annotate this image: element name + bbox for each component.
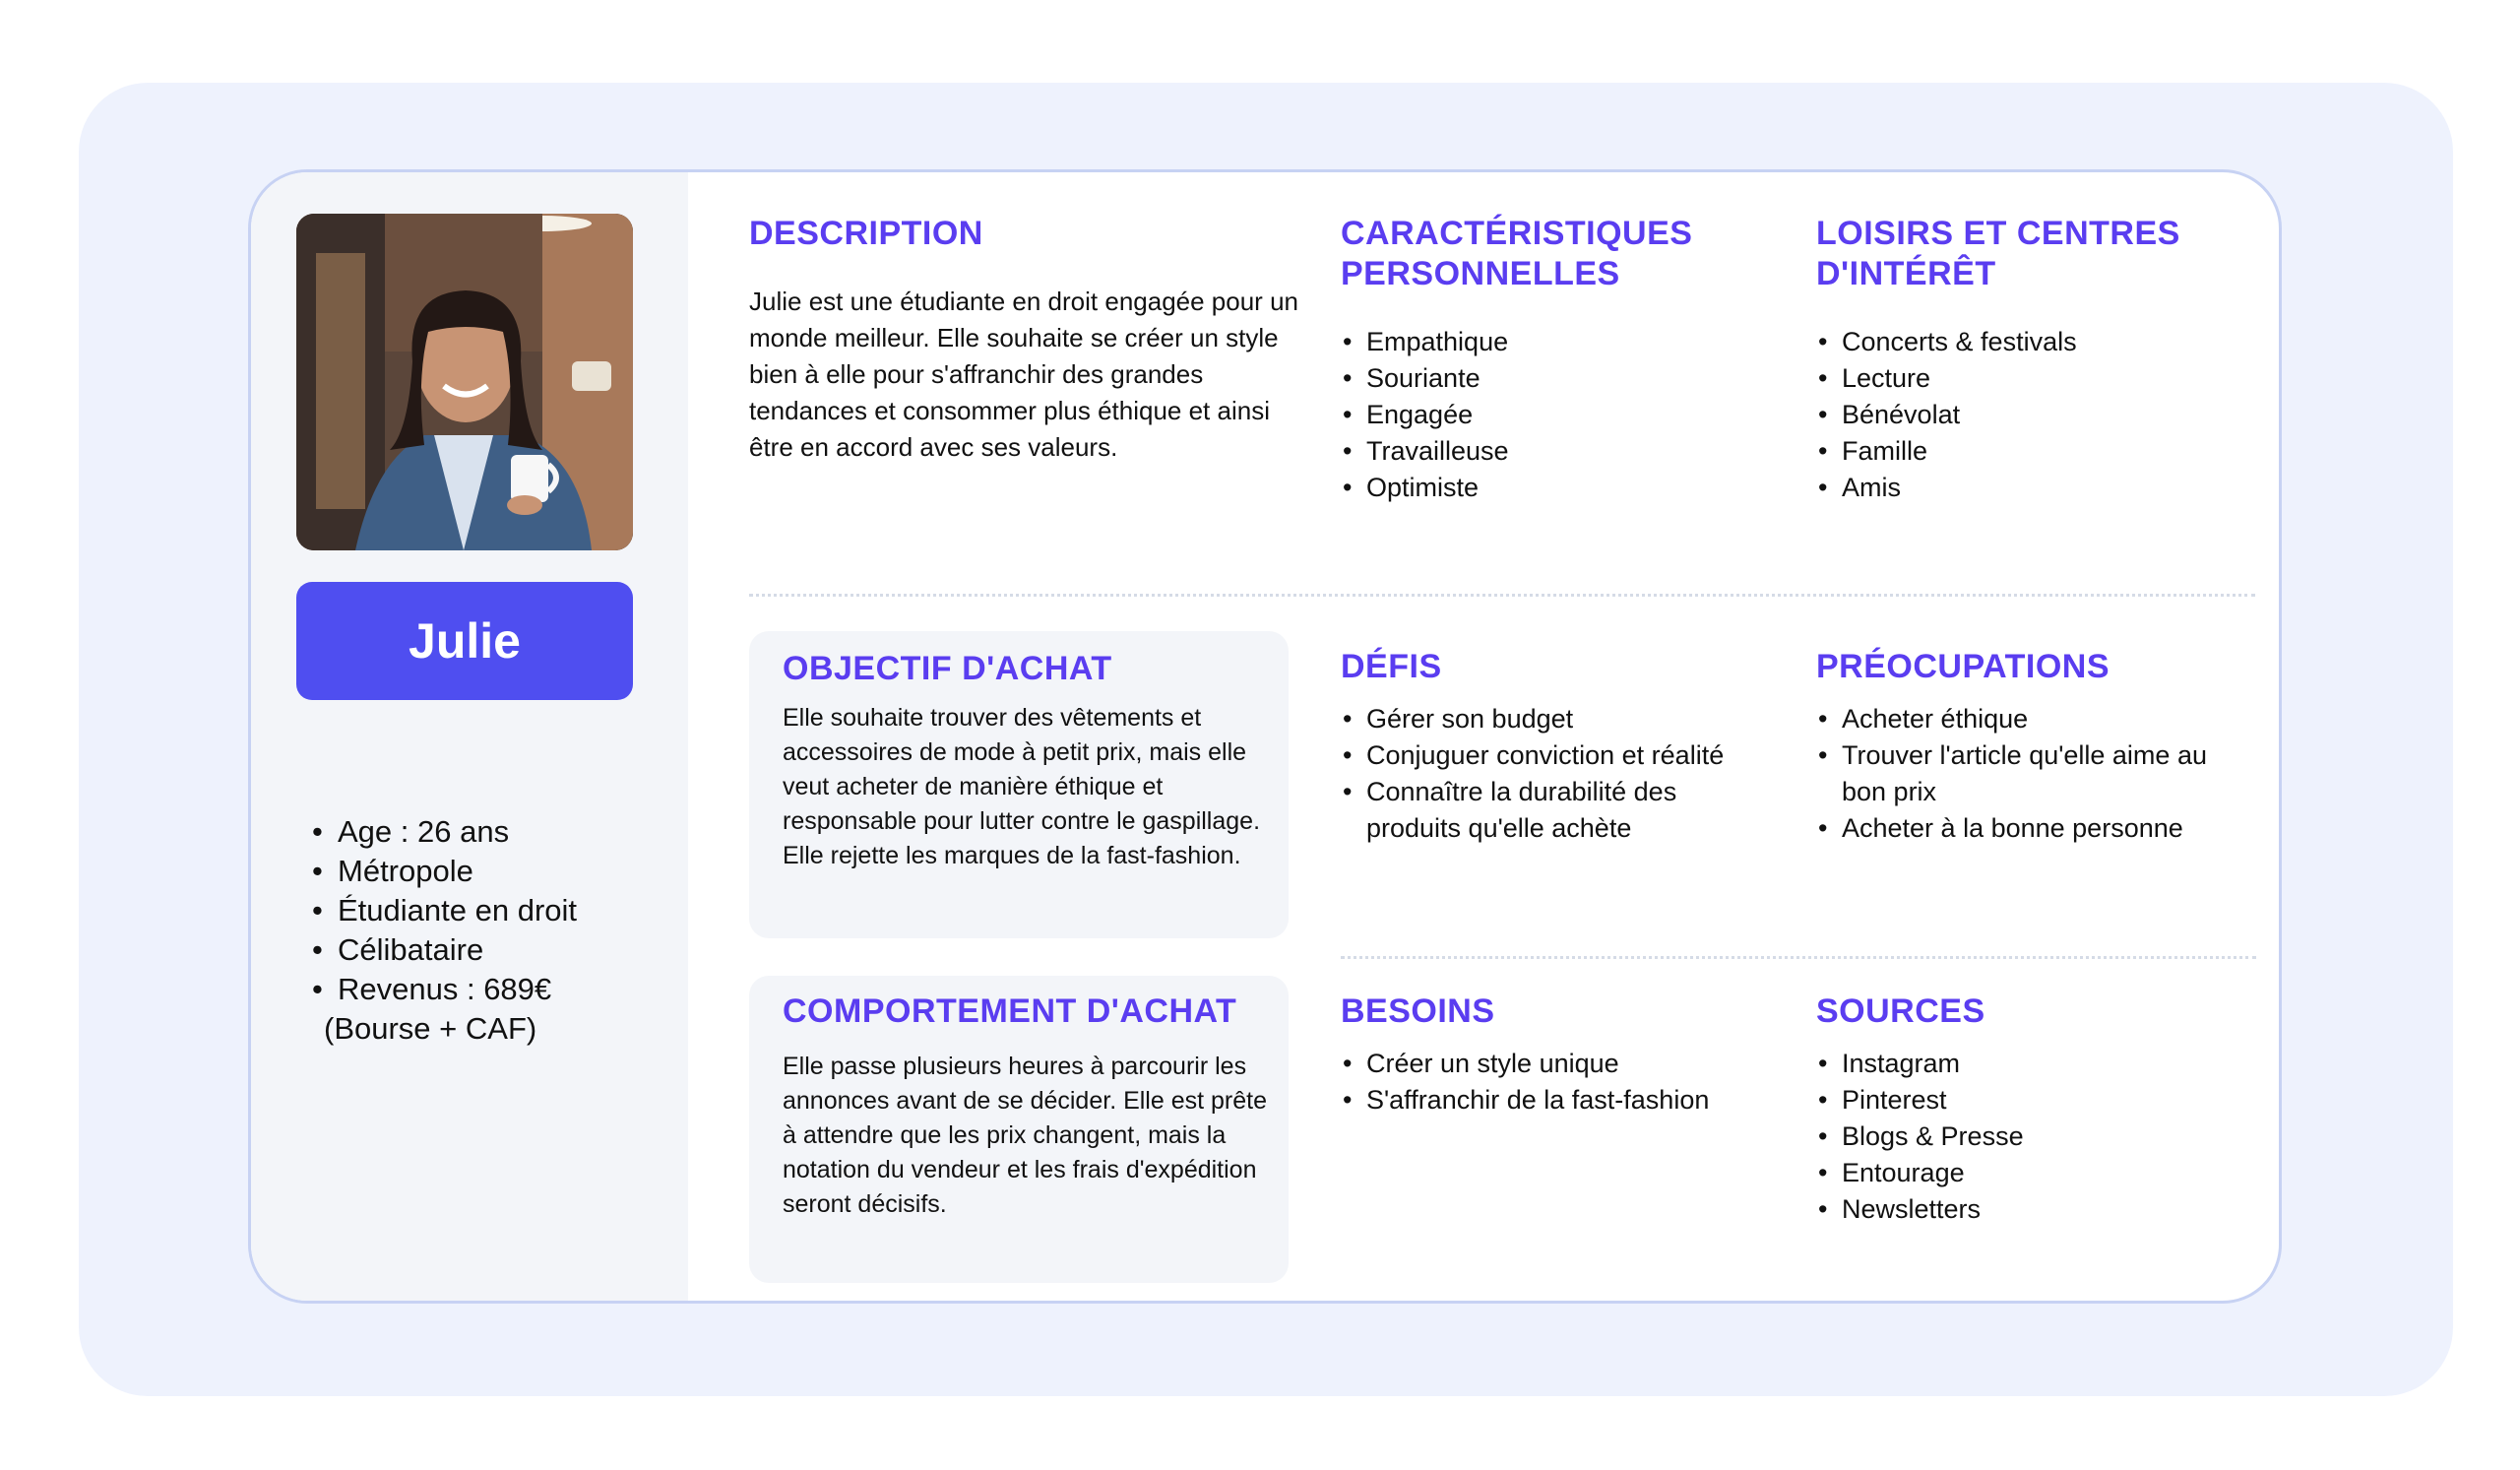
persona-card xyxy=(248,169,2282,1304)
list-item: • Entourage xyxy=(1816,1155,2249,1191)
objectif-section xyxy=(783,649,1275,873)
list-item: • Concerts & festivals xyxy=(1816,324,2249,360)
preoccupations-section xyxy=(1816,647,2249,847)
description-section xyxy=(749,214,1300,466)
besoins-section xyxy=(1341,991,1774,1118)
sources-list xyxy=(1816,1046,2249,1228)
besoins-list xyxy=(1341,1046,1774,1118)
list-item: • Famille xyxy=(1816,433,2249,470)
loisirs-title-line2: D'INTÉRÊT xyxy=(1816,255,1996,292)
caracteristiques-section xyxy=(1341,214,1794,506)
list-item: • Newsletters xyxy=(1816,1191,2249,1228)
list-item: • Instagram xyxy=(1816,1046,2249,1082)
persona-facts-list xyxy=(310,812,664,1049)
caracteristiques-title-line1: CARACTÉRISTIQUES xyxy=(1341,215,1693,252)
list-item: • Travailleuse xyxy=(1341,433,1794,470)
fact-location: • Métropole xyxy=(310,852,664,891)
list-item: • Créer un style unique xyxy=(1341,1046,1774,1082)
objectif-title: OBJECTIF D'ACHAT xyxy=(783,650,1112,687)
persona-photo xyxy=(296,214,633,550)
list-item: • Conjuguer conviction et réalité xyxy=(1341,737,1774,774)
sources-section xyxy=(1816,991,2249,1228)
list-item: • Optimiste xyxy=(1341,470,1794,506)
persona-name-button[interactable]: Julie xyxy=(296,582,633,700)
loisirs-section xyxy=(1816,214,2249,506)
defis-list xyxy=(1341,701,1774,847)
besoins-title: BESOINS xyxy=(1341,992,1495,1030)
fact-occupation: • Étudiante en droit xyxy=(310,891,664,930)
caracteristiques-list xyxy=(1341,324,1794,506)
list-item: • S'affranchir de la fast-fashion xyxy=(1341,1082,1774,1118)
list-item: • Souriante xyxy=(1341,360,1794,397)
list-item: • Acheter éthique xyxy=(1816,701,2249,737)
list-item: • Empathique xyxy=(1341,324,1794,360)
list-item: • Bénévolat xyxy=(1816,397,2249,433)
comportement-title: COMPORTEMENT D'ACHAT xyxy=(783,992,1237,1030)
sources-title: SOURCES xyxy=(1816,992,1985,1030)
description-title: DESCRIPTION xyxy=(749,215,983,252)
objectif-box xyxy=(749,631,1289,938)
fact-status: • Célibataire xyxy=(310,930,664,970)
list-item: • Acheter à la bonne personne xyxy=(1816,810,2249,847)
fact-age: • Age : 26 ans xyxy=(310,812,664,852)
preoccupations-list xyxy=(1816,701,2249,847)
description-text: Julie est une étudiante en droit engagée pour un monde meilleur. Elle souhaite se créer un style bien à elle pour s'affranchir des grandes tendances et consommer plus éthique et ainsi être en accord avec ses valeurs. xyxy=(749,287,1298,462)
objectif-text: Elle souhaite trouver des vêtements et accessoires de mode à petit prix, mais elle veut acheter de manière éthique et responsable pour lutter contre le gaspillage. Elle rejette les marques de la fast-fashion. xyxy=(783,704,1261,869)
loisirs-list xyxy=(1816,324,2249,506)
list-item: • Engagée xyxy=(1341,397,1794,433)
fact-income: • Revenus : 689€ xyxy=(310,970,664,1009)
list-item: • Blogs & Presse xyxy=(1816,1118,2249,1155)
comportement-text: Elle passe plusieurs heures à parcourir les annonces avant de se décider. Elle est prête à attendre que les prix changent, mais la notation du vendeur et les frais d'expédition seront décisifs. xyxy=(783,1053,1267,1218)
list-item: • Connaître la durabilité des produits qu'elle achète xyxy=(1341,774,1774,847)
comportement-box xyxy=(749,976,1289,1283)
caracteristiques-title xyxy=(1341,214,1794,294)
list-item: • Amis xyxy=(1816,470,2249,506)
caracteristiques-title-line2: PERSONNELLES xyxy=(1341,255,1620,292)
list-item: • Trouver l'article qu'elle aime au bon prix xyxy=(1816,737,2249,810)
list-item: • Pinterest xyxy=(1816,1082,2249,1118)
preoccupations-title: PRÉOCUPATIONS xyxy=(1816,648,2110,685)
loisirs-title xyxy=(1816,214,2249,294)
defis-title: DÉFIS xyxy=(1341,648,1442,685)
list-item: • Gérer son budget xyxy=(1341,701,1774,737)
row-divider-2 xyxy=(1341,956,2256,959)
row-divider-1 xyxy=(749,594,2255,597)
defis-section xyxy=(1341,647,1774,847)
fact-income-detail: (Bourse + CAF) xyxy=(324,1011,537,1046)
list-item: • Lecture xyxy=(1816,360,2249,397)
persona-sidebar xyxy=(251,172,688,1301)
comportement-section xyxy=(783,991,1275,1222)
loisirs-title-line1: LOISIRS ET CENTRES xyxy=(1816,215,2180,252)
